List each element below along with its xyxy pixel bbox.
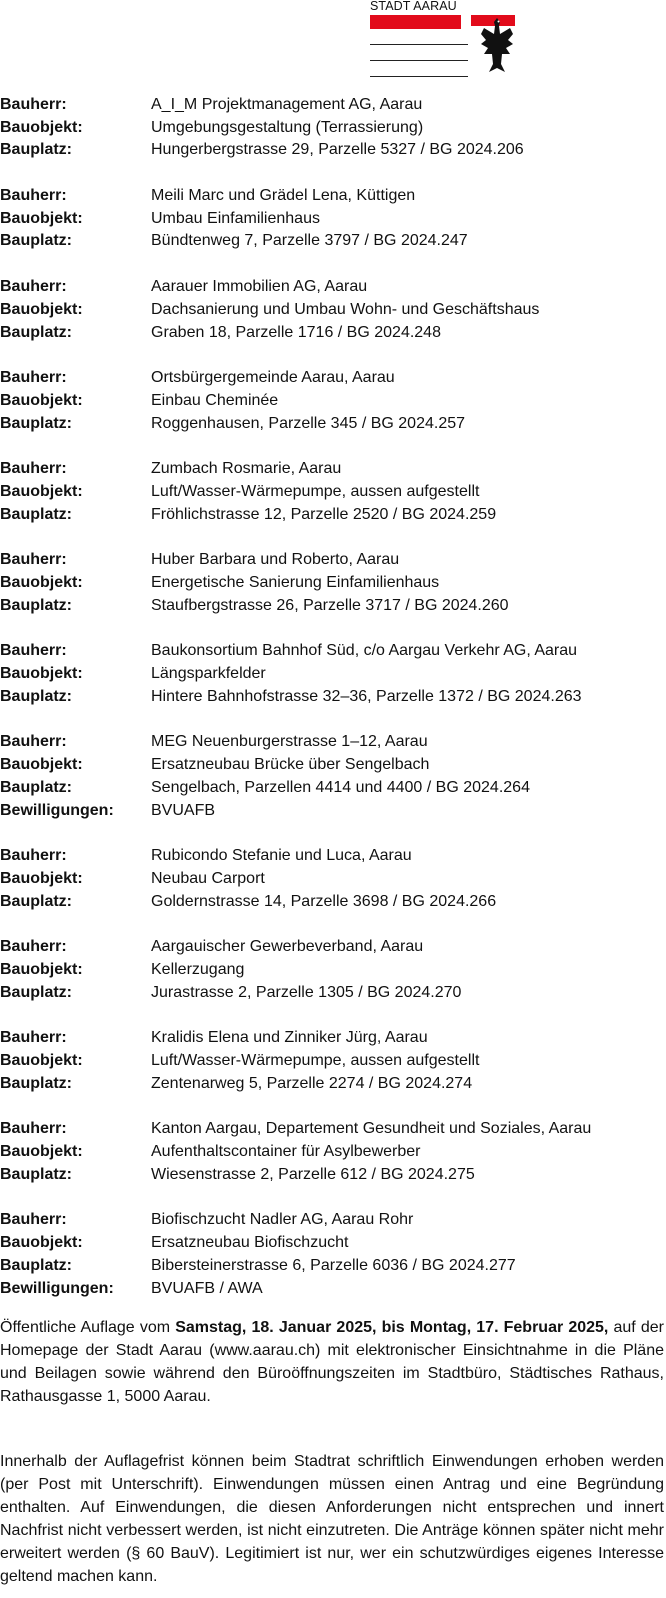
permit-entry (0, 640, 666, 708)
field-label-bauobjekt: Bauobjekt: (0, 960, 83, 978)
field-label-bauherr: Bauherr: (0, 847, 67, 865)
field-label-bauobjekt: Bauobjekt: (0, 574, 83, 591)
entry-row-bauobjekt (0, 663, 666, 686)
field-value-bauplatz: Hintere Bahnhofstrasse 32–36, Parzelle 1372 / BG 2024.263 (151, 687, 582, 705)
field-value-bauobjekt: Neubau Carport (151, 869, 265, 887)
entry-row-bewilligungen (0, 1278, 666, 1301)
field-value-bauplatz: Roggenhausen, Parzelle 345 / BG 2024.257 (151, 414, 466, 432)
field-label-bauherr: Bauherr: (0, 551, 67, 569)
entry-row-bauherr (0, 94, 666, 117)
entry-row-bauobjekt (0, 1141, 666, 1164)
entry-row-bauplatz (0, 230, 666, 253)
entry-row-bauplatz (0, 777, 666, 800)
field-label-bauherr: Bauherr: (0, 938, 67, 956)
entry-row-bauplatz (0, 891, 666, 914)
field-value-bauobjekt: Einbau Cheminée (151, 391, 279, 409)
field-label-bauplatz: Bauplatz: (0, 1074, 72, 1092)
field-label-bauobjekt: Bauobjekt: (0, 1143, 83, 1161)
field-value-bauplatz: Hungerbergstrasse 29, Parzelle 5327 / BG 2024.206 (151, 141, 524, 159)
field-label-bauherr: Bauherr: (0, 1029, 67, 1047)
entry-row-bauplatz (0, 982, 666, 1005)
entry-row-bauplatz (0, 595, 666, 618)
field-label-bauplatz: Bauplatz: (0, 505, 72, 523)
field-label-bauplatz: Bauplatz: (0, 323, 72, 341)
field-value-bauobjekt: Energetische Sanierung Einfamilienhaus (151, 574, 440, 591)
entry-row-bauplatz (0, 139, 666, 162)
field-label-bauobjekt: Bauobjekt: (0, 118, 83, 136)
field-value-bauobjekt: Längsparkfelder (151, 665, 266, 683)
entry-row-bauplatz (0, 504, 666, 527)
field-label-bauplatz: Bauplatz: (0, 1256, 72, 1274)
field-label-bauobjekt: Bauobjekt: (0, 209, 83, 227)
field-label-bauherr: Bauherr: (0, 1120, 67, 1138)
entry-row-bauherr (0, 1209, 666, 1232)
field-value-bewilligungen: BVUAFB / AWA (151, 1279, 263, 1297)
logo-title: STADT AARAU (370, 0, 457, 13)
entry-row-bauplatz (0, 1164, 666, 1187)
entry-row-bauherr (0, 1027, 666, 1050)
field-value-bauherr: Kralidis Elena und Zinniker Jürg, Aarau (151, 1029, 428, 1047)
entry-row-bauobjekt (0, 754, 666, 777)
entry-row-bauherr (0, 731, 666, 754)
permit-entry (0, 185, 666, 253)
entry-row-bauherr (0, 1118, 666, 1141)
permit-entry (0, 1209, 666, 1300)
field-label-bauherr: Bauherr: (0, 96, 67, 113)
entry-row-bewilligungen (0, 800, 666, 823)
field-value-bauplatz: Jurastrasse 2, Parzelle 1305 / BG 2024.270 (151, 983, 462, 1001)
field-value-bewilligungen: BVUAFB (151, 801, 216, 819)
logo-red-bar-left (370, 15, 461, 29)
field-value-bauherr: Baukonsortium Bahnhof Süd, c/o Aargau Verkehr AG, Aarau (151, 642, 578, 660)
field-label-bauobjekt: Bauobjekt: (0, 1052, 83, 1069)
building-permit-list (0, 94, 666, 1323)
field-label-bauherr: Bauherr: (0, 278, 67, 296)
field-value-bauplatz: Graben 18, Parzelle 1716 / BG 2024.248 (151, 323, 441, 341)
permit-entry (0, 549, 666, 617)
field-value-bauplatz: Bibersteinerstrasse 6, Parzelle 6036 / BG 2024.277 (151, 1256, 516, 1274)
field-label-bauplatz: Bauplatz: (0, 778, 72, 796)
entry-row-bauherr (0, 845, 666, 868)
entry-row-bauplatz (0, 686, 666, 709)
eagle-crest-icon (480, 14, 514, 76)
field-value-bauobjekt: Aufenthaltscontainer für Asylbewerber (151, 1143, 421, 1161)
field-value-bauplatz: Zentenarweg 5, Parzelle 2274 / BG 2024.274 (151, 1074, 473, 1092)
permit-entry (0, 367, 666, 435)
field-label-bauplatz: Bauplatz: (0, 892, 72, 910)
field-label-bauobjekt: Bauobjekt: (0, 869, 83, 887)
field-value-bauherr: Rubicondo Stefanie und Luca, Aarau (151, 847, 412, 865)
field-value-bauherr: Aargauischer Gewerbeverband, Aarau (151, 938, 424, 956)
field-label-bauobjekt: Bauobjekt: (0, 482, 83, 500)
permit-entry (0, 731, 666, 822)
field-value-bauobjekt: Dachsanierung und Umbau Wohn- und Geschäftshaus (151, 300, 540, 318)
field-value-bauobjekt: Ersatzneubau Brücke über Sengelbach (151, 756, 430, 774)
field-label-bauplatz: Bauplatz: (0, 141, 72, 159)
permit-entry (0, 1027, 666, 1095)
entry-row-bauobjekt (0, 390, 666, 413)
field-label-bauplatz: Bauplatz: (0, 983, 72, 1001)
field-label-bauherr: Bauherr: (0, 733, 67, 751)
field-value-bauherr: Ortsbürgergemeinde Aarau, Aarau (151, 369, 395, 387)
field-label-bauplatz: Bauplatz: (0, 1165, 72, 1183)
permit-entry (0, 936, 666, 1004)
field-value-bauplatz: Staufbergstrasse 26, Parzelle 3717 / BG 2024.260 (151, 596, 509, 614)
logo-line-2 (370, 60, 468, 61)
field-value-bauplatz: Sengelbach, Parzellen 4414 und 4400 / BG 2024.264 (151, 778, 530, 796)
field-value-bauobjekt: Umbau Einfamilienhaus (151, 209, 320, 227)
permit-entry (0, 458, 666, 526)
entry-row-bauherr (0, 549, 666, 572)
field-value-bauherr: MEG Neuenburgerstrasse 1–12, Aarau (151, 733, 428, 751)
field-label-bauherr: Bauherr: (0, 1211, 67, 1229)
field-label-bauobjekt: Bauobjekt: (0, 300, 83, 318)
field-label-bauplatz: Bauplatz: (0, 687, 72, 705)
field-label-bauplatz: Bauplatz: (0, 414, 72, 432)
field-label-bauherr: Bauherr: (0, 187, 67, 205)
permit-entry (0, 94, 666, 162)
field-label-bauobjekt: Bauobjekt: (0, 391, 83, 409)
entry-row-bauobjekt (0, 208, 666, 231)
entry-row-bauobjekt (0, 117, 666, 140)
field-value-bauherr: Biofischzucht Nadler AG, Aarau Rohr (151, 1211, 414, 1229)
entry-row-bauobjekt (0, 481, 666, 504)
notice-paragraph-1 (0, 1316, 664, 1408)
field-label-bauobjekt: Bauobjekt: (0, 1234, 83, 1252)
entry-row-bauobjekt (0, 1232, 666, 1255)
field-label-bauherr: Bauherr: (0, 369, 67, 387)
field-label-bauobjekt: Bauobjekt: (0, 756, 83, 774)
entry-row-bauherr (0, 185, 666, 208)
notice-details: auf der Homepage der Stadt Aarau (www.aarau.ch) mit elektronischer Einsichtnahme in die Pläne und Beilagen sowie während den Büroöffnungszeiten im Stadtbüro, Städtisches Rathaus, Rathausgasse 1, 5000 Aarau. (0, 1319, 664, 1405)
notice-dates: Samstag, 18. Januar 2025, bis Montag, 17. Februar 2025, (175, 1319, 609, 1336)
field-value-bauplatz: Bündtenweg 7, Parzelle 3797 / BG 2024.247 (151, 232, 468, 250)
entry-row-bauobjekt (0, 959, 666, 982)
field-value-bauherr: Meili Marc und Grädel Lena, Küttigen (151, 187, 416, 205)
field-value-bauplatz: Wiesenstrasse 2, Parzelle 612 / BG 2024.275 (151, 1165, 475, 1183)
field-value-bauobjekt: Ersatzneubau Biofischzucht (151, 1234, 349, 1252)
permit-entry (0, 1118, 666, 1186)
entry-row-bauherr (0, 276, 666, 299)
field-value-bauplatz: Goldernstrasse 14, Parzelle 3698 / BG 2024.266 (151, 892, 497, 910)
notice-intro: Öffentliche Auflage vom (0, 1319, 176, 1336)
field-value-bauherr: Kanton Aargau, Departement Gesundheit und Soziales, Aarau (151, 1120, 592, 1138)
permit-entry (0, 845, 666, 913)
entry-row-bauplatz (0, 1255, 666, 1278)
field-value-bauobjekt: Luft/Wasser-Wärmepumpe, aussen aufgestellt (151, 482, 480, 500)
entry-row-bauplatz (0, 322, 666, 345)
entry-row-bauobjekt (0, 868, 666, 891)
field-label-bauplatz: Bauplatz: (0, 596, 72, 614)
field-label-bauherr: Bauherr: (0, 642, 67, 660)
entry-row-bauobjekt (0, 299, 666, 322)
field-value-bauobjekt: Kellerzugang (151, 960, 245, 978)
field-value-bauherr: Huber Barbara und Roberto, Aarau (151, 551, 400, 569)
entry-row-bauherr (0, 458, 666, 481)
logo-line-3 (370, 76, 468, 77)
entry-row-bauplatz (0, 1073, 666, 1096)
permit-entry (0, 276, 666, 344)
entry-row-bauobjekt (0, 572, 666, 595)
field-label-bewilligungen: Bewilligungen: (0, 1279, 114, 1297)
entry-row-bauherr (0, 640, 666, 663)
entry-row-bauobjekt (0, 1050, 666, 1073)
entry-row-bauherr (0, 367, 666, 390)
field-label-bauherr: Bauherr: (0, 460, 67, 478)
field-label-bewilligungen: Bewilligungen: (0, 801, 114, 819)
field-value-bauherr: Zumbach Rosmarie, Aarau (151, 460, 342, 478)
field-value-bauherr: Aarauer Immobilien AG, Aarau (151, 278, 368, 296)
field-value-bauplatz: Fröhlichstrasse 12, Parzelle 2520 / BG 2024.259 (151, 505, 497, 523)
entry-row-bauplatz (0, 413, 666, 436)
field-value-bauobjekt: Luft/Wasser-Wärmepumpe, aussen aufgestellt (151, 1052, 480, 1069)
notice-paragraph-2: Innerhalb der Auflagefrist können beim Stadtrat schriftlich Einwendungen erhoben werden (per Post mit Unterschrift). Einwendungen müssen einen Antrag und eine Begründung enthalten. Auf Einwendungen, die diesen Anforderungen nicht entsprechen und innert Nachfrist nicht verbessert werden, ist nicht einzutreten. Die Anträge können später nicht mehr erweitert werden (§ 60 BauV). Legitimiert ist nur, wer ein schutzwürdiges eigenes Interesse geltend machen kann. (0, 1453, 664, 1585)
field-value-bauobjekt: Umgebungsgestaltung (Terrassierung) (151, 118, 424, 136)
field-value-bauherr: A_I_M Projektmanagement AG, Aarau (151, 96, 423, 113)
logo-line-1 (370, 44, 468, 45)
field-label-bauplatz: Bauplatz: (0, 232, 72, 250)
entry-row-bauherr (0, 936, 666, 959)
field-label-bauobjekt: Bauobjekt: (0, 665, 83, 683)
city-logo (370, 0, 522, 82)
